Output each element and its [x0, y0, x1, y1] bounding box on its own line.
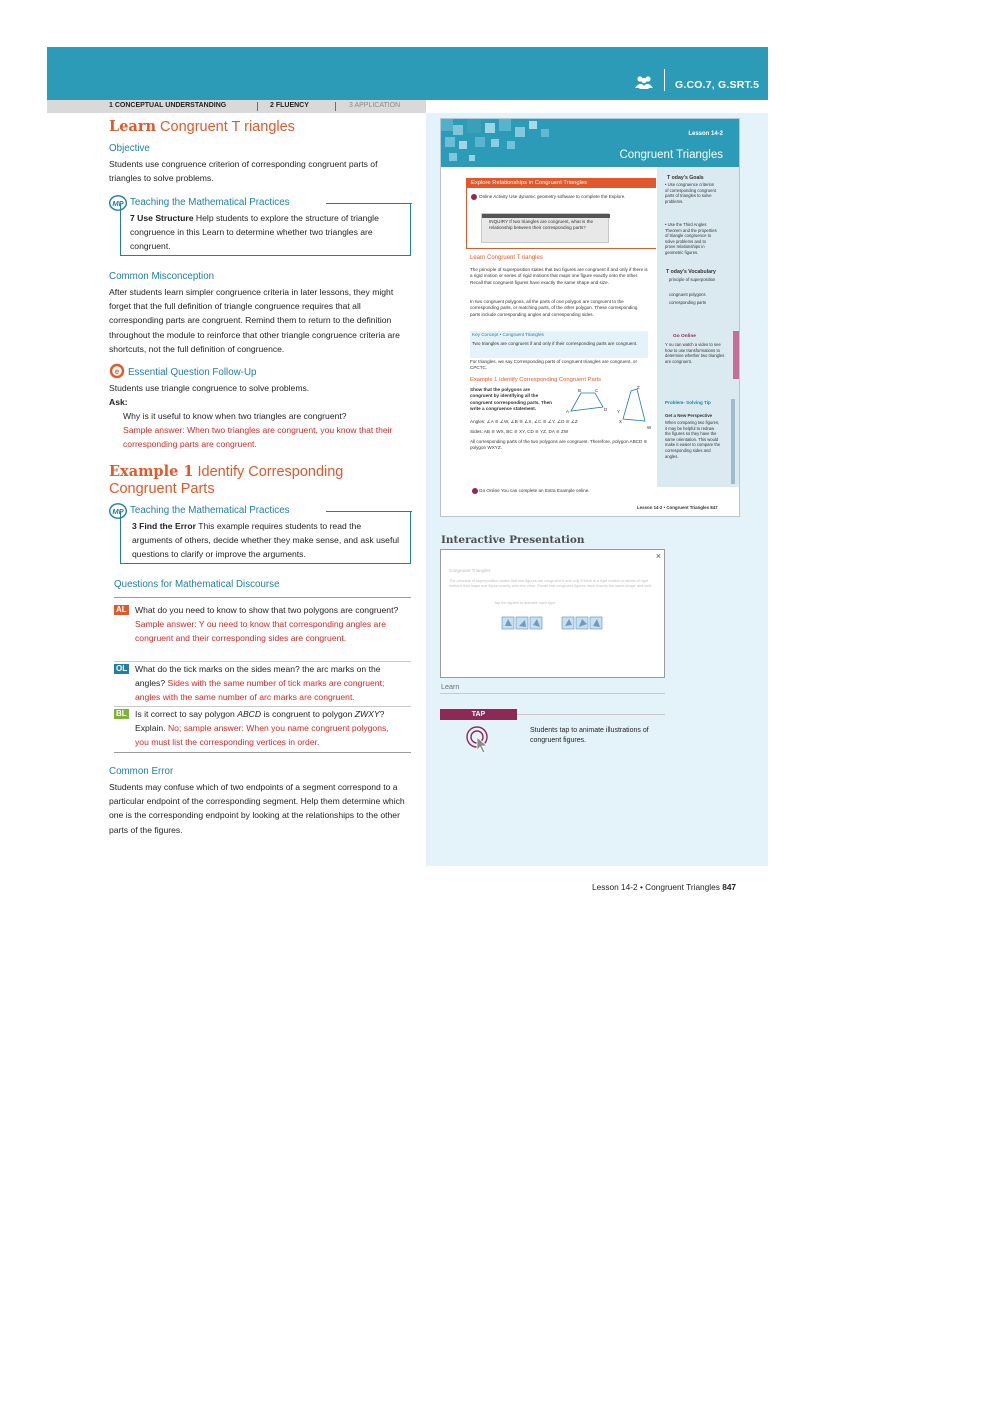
thumb-title: Congruent Triangles: [619, 149, 723, 161]
eq-ask: Ask:: [109, 397, 128, 407]
misconception-heading: Common Misconception: [109, 271, 215, 282]
eq-heading: Essential Question Follow-Up: [128, 367, 257, 378]
animated-figures[interactable]: [501, 615, 603, 631]
level-conceptual: 1 CONCEPTUAL UNDERSTANDING: [109, 102, 227, 109]
thumb-p3: For triangles, we say Corresponding parts of congruent triangles are congruent, or CPCTC.: [470, 359, 637, 371]
thumb-goonline-text: Y ou can watch a video to see how to use transformations to determine whether two triangles are congruent.: [665, 342, 725, 364]
badge-al: AL: [116, 605, 127, 614]
screen-title: Congruent Triangles: [449, 568, 491, 573]
thumb-vocab-3: corresponding parts: [669, 300, 707, 305]
svg-text:MP: MP: [112, 199, 124, 208]
interactive-presentation-title: Interactive Presentation: [441, 534, 585, 546]
svg-text:Z: Z: [637, 385, 640, 390]
thumb-goal-2: • Use the Third Angles Theorem and the properties of triangle congruence to solve problems and to prove relationships in geometric figures.: [665, 222, 717, 255]
tap-icon: [466, 726, 492, 754]
thumb-sidebar: [657, 167, 740, 487]
discourse-q3: Is it correct to say polygon ABCD is congruent to polygon ZWXY? Explain. No; sample answer: When you name congruent polygons, you must list the corresponding vertices in order.: [135, 709, 389, 748]
tmp1-heading: Teaching the Mathematical Practices: [130, 197, 290, 208]
tmp2-text: 3 Find the Error This example requires students to read the arguments of others, decide whether they make sense, and ask useful questions to clarify or improve the arguments.: [132, 521, 400, 560]
go-online-icon: [472, 488, 478, 494]
objective-text: Students use congruence criterion of corresponding congruent parts of triangles to solve problems.: [109, 159, 378, 184]
common-error-text: Students may confuse which of two endpoints of a segment correspond to a particular endpoint of the corresponding segment. Help them determine which one is the corresponding endpoint by looking at the relationships to the other parts of the figures.: [109, 782, 405, 835]
thumb-conclusion: All corresponding parts of the two polygons are congruent. Therefore, polygon ABCD ≅ polygon WXYZ.: [470, 439, 648, 451]
thumb-angles: Angles: ∠A ≅ ∠W, ∠B ≅ ∠X, ∠C ≅ ∠Y, ∠D ≅ ∠Z: [470, 419, 578, 424]
common-error-heading: Common Error: [109, 766, 174, 777]
level-fluency: 2 FLUENCY: [270, 102, 309, 109]
thumb-kc-title: Key Concept • Congruent Triangles: [472, 332, 544, 337]
svg-text:e: e: [114, 367, 120, 376]
discourse-q2: What do the tick marks on the sides mean? the arc marks on the angles? Sides with the same number of tick marks are congruent; angles with the same number of arc marks are congruent.: [135, 664, 385, 703]
levels-bar: [47, 100, 426, 113]
thumb-explore-bar: Explore Relationships in Congruent Triangles: [466, 178, 656, 188]
thumb-kc-text: Two triangles are congruent if and only if their corresponding parts are congruent.: [472, 341, 638, 346]
example-title: Example 1 Identify Corresponding Congruent Parts: [109, 463, 344, 497]
page-number: 847: [722, 882, 737, 892]
eq-question: Why is it useful to know when two triangles are congruent?: [123, 411, 347, 421]
svg-text:W: W: [647, 425, 652, 430]
banner-divider: [664, 69, 665, 91]
close-icon[interactable]: ×: [655, 551, 661, 561]
thumb-activity: Online Activity Use dynamic geometry software to complete the Explore.: [479, 194, 626, 199]
standards-label: G.CO.7, G.SRT.5: [675, 79, 760, 91]
tap-description: Students tap to animate illustrations of congruent figures.: [530, 727, 649, 744]
svg-text:MP: MP: [112, 507, 124, 516]
thumb-ps-text: When comparing two figures, it may be helpful to redraw the figures so they have the same orientation. This would make it easier to compare the corresponding sides and angles.: [665, 420, 721, 459]
student-page-thumbnail[interactable]: [440, 118, 740, 517]
group-icon: [635, 75, 653, 89]
svg-text:Y: Y: [617, 409, 621, 414]
thumb-example-text: Show that the polygons are congruent by identifying all the congruent corresponding parts. Then write a congruence statement.: [470, 387, 552, 412]
tap-tag: TAP: [440, 709, 517, 720]
thumb-vocab-1: principle of superposition: [669, 277, 716, 282]
screen-text: The principle of superposition states that two figures are congruent if and only if there is a rigid motion or series of rigid motions that maps one figure exactly onto the other. Recall that congruent figures have exactly the same shape and size.: [449, 579, 653, 588]
thumb-goal-1: • Use congruence criterion of corresponding congruent parts of triangles to solve problems.: [665, 182, 716, 204]
online-activity-icon: [471, 194, 477, 200]
screen-label: Learn: [441, 682, 460, 691]
thumb-inquiry: INQUIRY If two triangles are congruent, what is the relationship between their corresponding parts?: [489, 219, 594, 231]
header-banner: [47, 47, 768, 100]
thumb-p2: In two congruent polygons, all the parts of one polygon are congruent to the corresponding parts, or matching parts, of the other polygon. These corresponding parts include corresponding angles and corresponding sides.: [470, 299, 638, 317]
badge-bl: BL: [116, 709, 127, 718]
page-footer: Lesson 14-2 • Congruent Triangles 847: [592, 882, 737, 892]
misconception-text: After students learn simpler congruence criteria in later lessons, they might forget that the full definition of triangle congruence requires that all corresponding parts are congruent. Remind them to return to the definition throughout the module to reinforce that other triangle congruence criteria are shortcuts, not the full definition of congruence.: [109, 287, 400, 354]
thumb-ps-heading: Problem- Solving Tip: [665, 400, 711, 405]
thumb-pink-tab: [733, 331, 740, 379]
thumb-example-heading: Example 1 Identify Corresponding Congruent Parts: [470, 377, 602, 383]
interactive-presentation-screen[interactable]: [440, 549, 665, 678]
objective-heading: Objective: [109, 143, 150, 154]
thumb-vocab-2: congruent polygons: [669, 292, 706, 297]
level-application: 3 APPLICATION: [349, 102, 401, 109]
thumb-lesson-label: Lesson 14-2: [688, 131, 723, 137]
thumb-goals-heading: T oday's Goals: [667, 175, 704, 181]
thumb-goonline-heading: Go Online: [673, 334, 696, 339]
thumb-footer: Lesson 14-2 • Congruent Triangles 847: [637, 505, 718, 510]
badge-ol: OL: [116, 664, 128, 673]
screen-hint: Tap the figures to animate each type.: [494, 601, 557, 605]
tap-divider: [517, 714, 665, 715]
thumb-ps-sub: Get a New Perspective: [665, 413, 713, 418]
svg-text:X: X: [619, 419, 623, 424]
thumb-learn-heading: Learn Congruent T riangles: [470, 255, 543, 261]
eq-text: Students use triangle congruence to solve problems.: [109, 383, 310, 393]
thumb-header: [441, 119, 740, 167]
learn-title: Learn Congruent T riangles: [109, 118, 295, 135]
discourse-heading: Questions for Mathematical Discourse: [114, 579, 280, 590]
svg-text:D: D: [604, 407, 608, 412]
thumb-sides: Sides: AB ≅ WX, BC ≅ XY, CD ≅ YZ, DA ≅ ZW: [470, 429, 569, 434]
svg-text:B: B: [578, 388, 582, 393]
svg-text:C: C: [595, 388, 599, 393]
thumb-p1: The principle of superposition states that two figures are congruent if and only if there is a rigid motion or series of rigid motions that maps one figure exactly onto the other. Recall that congruent figures have exactly the same shape and size.: [470, 267, 648, 285]
eq-answer: Sample answer: When two triangles are congruent, you know that their corresponding parts are congruent.: [123, 425, 393, 450]
tmp1-text: 7 Use Structure Help students to explore the structure of triangle congruence in this Learn to determine whether two triangles are congruent.: [130, 213, 379, 252]
tmp2-heading: Teaching the Mathematical Practices: [130, 505, 290, 516]
thumb-mosaic: [441, 119, 591, 167]
thumb-go-online: Go Online You can complete an Extra Example online.: [479, 488, 590, 493]
svg-text:A: A: [566, 409, 570, 414]
discourse-q1: What do you need to know to show that two polygons are congruent? Sample answer: Y ou need to know that corresponding angles are congruent and their corresponding sides are congruent.: [135, 605, 399, 644]
thumb-vocab-heading: T oday's Vocabulary: [666, 269, 716, 275]
essential-question-icon: [109, 363, 127, 379]
